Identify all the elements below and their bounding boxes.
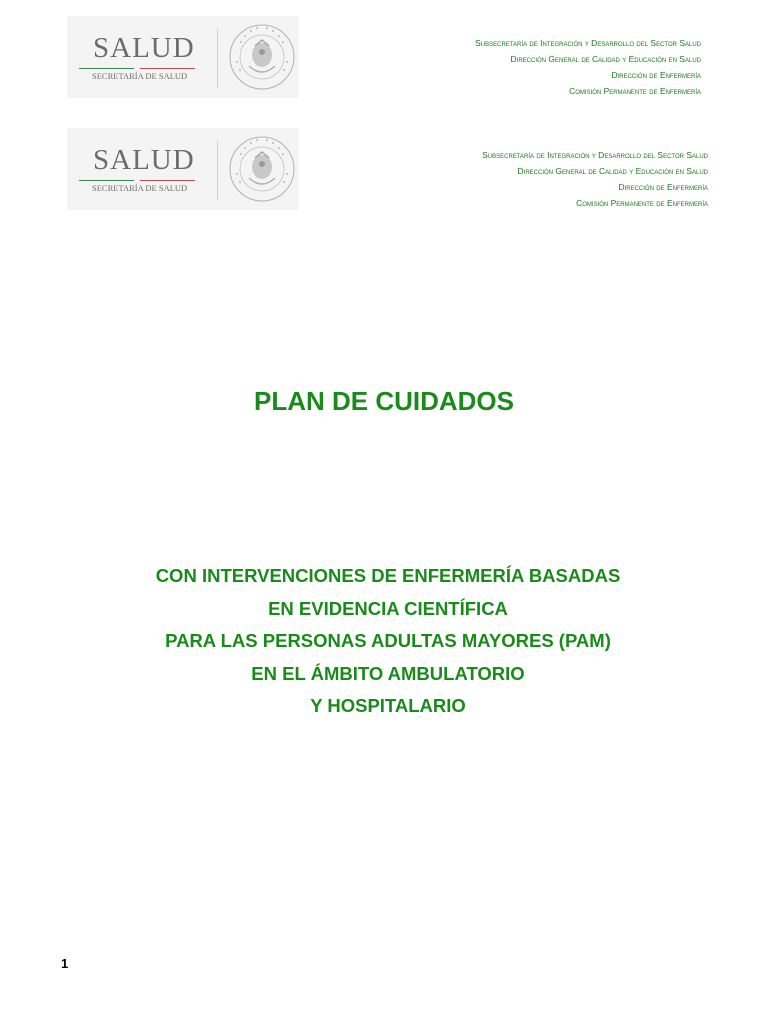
salud-logo [67,128,299,210]
logo-red-stripe [140,68,195,69]
document-subtitle [0,560,768,723]
document-title: PLAN DE CUIDADOS [253,386,514,416]
header-line-direccion-enfermeria: Dirección de Enfermería [618,182,708,192]
subtitle-line: Y HOSPITALARIO [310,695,466,716]
header-institution-lines [482,147,708,211]
logo-wordmark: SALUD [93,144,195,176]
header-line-subsecretaria: Subsecretaría de Integración y Desarrollo del Sector Salud [475,38,701,48]
header-line-comision: Comisión Permanente de Enfermería [569,86,701,96]
header-line-comision: Comisión Permanente de Enfermería [576,198,708,208]
logo-divider [217,140,218,200]
header-block-1 [0,16,768,98]
subtitle-line: EN EVIDENCIA CIENTÍFICA [268,597,508,619]
logo-divider [217,28,218,88]
subtitle-line: CON INTERVENCIONES DE ENFERMERÍA BASADAS [155,565,621,586]
logo-subtitle: SECRETARÍA DE SALUD [92,183,188,193]
page-number: 1 [61,956,69,971]
header-institution-lines [475,35,701,99]
logo-subtitle: SECRETARÍA DE SALUD [92,71,188,81]
header-block-2 [0,128,768,210]
national-seal-icon [227,134,297,204]
header-line-direccion-general: Dirección General de Calidad y Educación en Salud [517,166,708,176]
header-line-direccion-general: Dirección General de Calidad y Educación en Salud [510,54,701,64]
logo-green-stripe [79,68,134,69]
subtitle-line: PARA LAS PERSONAS ADULTAS MAYORES (PAM) [165,630,611,651]
subtitle-line: EN EL ÁMBITO AMBULATORIO [251,662,525,684]
national-seal-icon [227,22,297,92]
salud-logo [67,16,299,98]
logo-wordmark: SALUD [93,32,195,64]
logo-green-stripe [79,180,134,181]
logo-red-stripe [140,180,195,181]
header-line-subsecretaria: Subsecretaría de Integración y Desarrollo del Sector Salud [482,150,708,160]
header-line-direccion-enfermeria: Dirección de Enfermería [611,70,701,80]
